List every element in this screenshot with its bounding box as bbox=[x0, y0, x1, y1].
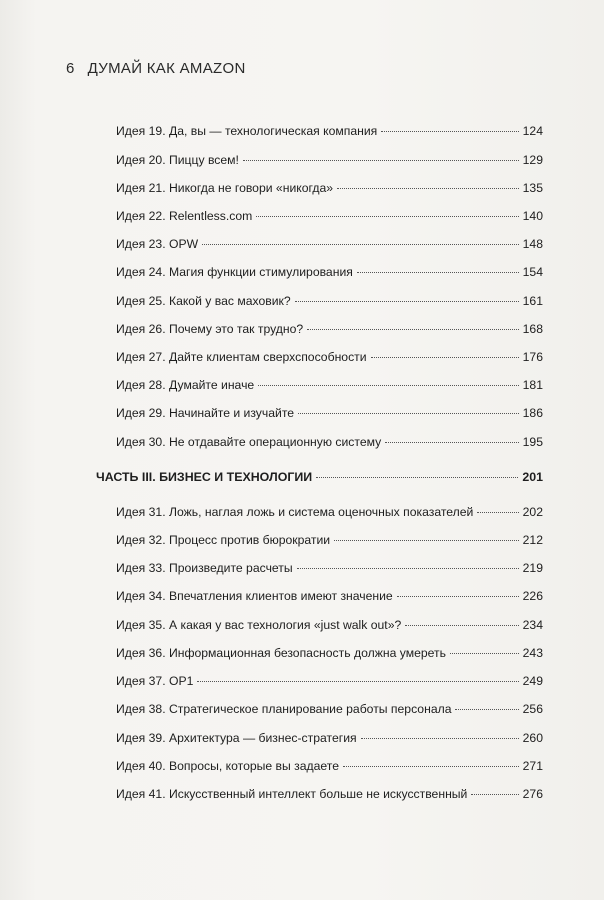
toc-entry-page: 243 bbox=[522, 646, 543, 660]
dot-leader bbox=[361, 738, 519, 739]
toc-entry bbox=[116, 787, 543, 801]
toc-entry bbox=[116, 533, 543, 547]
page-number: 6 bbox=[66, 60, 75, 77]
dot-leader bbox=[455, 709, 518, 710]
toc-entry-page: 202 bbox=[522, 505, 543, 519]
toc-entry-label: Идея 41. Искусственный интеллект больше не искусственный bbox=[116, 787, 468, 801]
toc-entry-page: 181 bbox=[522, 378, 543, 392]
toc-entry bbox=[116, 265, 543, 279]
toc-part-label: ЧАСТЬ III. БИЗНЕС И ТЕХНОЛОГИИ bbox=[96, 470, 313, 484]
dot-leader bbox=[243, 160, 519, 161]
toc-entry bbox=[116, 406, 543, 420]
toc-entry-page: 161 bbox=[522, 294, 543, 308]
toc-entry-label: Идея 37. OP1 bbox=[116, 674, 194, 688]
toc-entry bbox=[116, 674, 543, 688]
toc-entry-page: 226 bbox=[522, 589, 543, 603]
toc-entry-page: 271 bbox=[522, 759, 543, 773]
dot-leader bbox=[337, 188, 519, 189]
toc-entry-page: 129 bbox=[522, 153, 543, 167]
dot-leader bbox=[295, 301, 519, 302]
toc-entry-page: 148 bbox=[522, 237, 543, 251]
dot-leader bbox=[258, 385, 518, 386]
toc-entry bbox=[116, 181, 543, 195]
toc-entry bbox=[116, 561, 543, 575]
dot-leader bbox=[316, 477, 518, 478]
toc-entry bbox=[116, 322, 543, 336]
toc-entry bbox=[116, 646, 543, 660]
dot-leader bbox=[197, 681, 518, 682]
toc-entry-label: Идея 39. Архитектура — бизнес-стратегия bbox=[116, 731, 357, 745]
toc-entry-label: Идея 34. Впечатления клиентов имеют значение bbox=[116, 589, 393, 603]
toc-entry-label: Идея 26. Почему это так трудно? bbox=[116, 322, 304, 336]
toc-entry-label: Идея 21. Никогда не говори «никогда» bbox=[116, 181, 334, 195]
toc-entry bbox=[116, 209, 543, 223]
toc-entry bbox=[116, 237, 543, 251]
toc-entry-label: Идея 31. Ложь, наглая ложь и система оценочных показателей bbox=[116, 505, 474, 519]
running-head bbox=[66, 60, 246, 77]
toc-entry bbox=[116, 589, 543, 603]
toc-entry bbox=[116, 350, 543, 364]
dot-leader bbox=[307, 329, 518, 330]
toc-entry-page: 154 bbox=[522, 265, 543, 279]
toc-entry-label: Идея 36. Информационная безопасность должна умереть bbox=[116, 646, 446, 660]
dot-leader bbox=[343, 766, 519, 767]
toc-entry-label: Идея 30. Не отдавайте операционную систему bbox=[116, 435, 382, 449]
toc-entry-label: Идея 24. Магия функции стимулирования bbox=[116, 265, 353, 279]
toc-entry-label: Идея 20. Пиццу всем! bbox=[116, 153, 239, 167]
toc-entry-label: Идея 25. Какой у вас маховик? bbox=[116, 294, 291, 308]
dot-leader bbox=[450, 653, 519, 654]
toc-entry-page: 260 bbox=[522, 731, 543, 745]
toc-entry-label: Идея 27. Дайте клиентам сверхспособности bbox=[116, 350, 367, 364]
dot-leader bbox=[256, 216, 518, 217]
toc-entry-label: Идея 33. Произведите расчеты bbox=[116, 561, 293, 575]
toc-entry-label: Идея 22. Relentless.com bbox=[116, 209, 253, 223]
toc-entry-label: Идея 40. Вопросы, которые вы задаете bbox=[116, 759, 340, 773]
toc-entry bbox=[116, 505, 543, 519]
toc-entry-label: Идея 32. Процесс против бюрократии bbox=[116, 533, 331, 547]
toc-entry bbox=[116, 759, 543, 773]
toc-entry-page: 212 bbox=[522, 533, 543, 547]
book-title: ДУМАЙ КАК AMAZON bbox=[87, 60, 246, 77]
toc-entry-page: 219 bbox=[522, 561, 543, 575]
toc-entry bbox=[116, 378, 543, 392]
dot-leader bbox=[297, 568, 519, 569]
dot-leader bbox=[477, 512, 518, 513]
toc-entry bbox=[116, 435, 543, 449]
toc-entry-page: 186 bbox=[522, 406, 543, 420]
toc-entry-label: Идея 35. А какая у вас технология «just walk out»? bbox=[116, 618, 402, 632]
toc-entry-page: 168 bbox=[522, 322, 543, 336]
toc-entry-page: 256 bbox=[522, 702, 543, 716]
dot-leader bbox=[202, 244, 519, 245]
dot-leader bbox=[385, 442, 518, 443]
toc-entry bbox=[116, 731, 543, 745]
dot-leader bbox=[471, 794, 518, 795]
dot-leader bbox=[405, 625, 518, 626]
toc-entry bbox=[116, 294, 543, 308]
dot-leader bbox=[298, 413, 519, 414]
toc-entry-page: 176 bbox=[522, 350, 543, 364]
toc-entry-page: 276 bbox=[522, 787, 543, 801]
dot-leader bbox=[357, 272, 519, 273]
toc-entry-label: Идея 29. Начинайте и изучайте bbox=[116, 406, 295, 420]
toc-part-page: 201 bbox=[522, 470, 543, 484]
toc-entry-page: 124 bbox=[522, 124, 543, 138]
dot-leader bbox=[334, 540, 519, 541]
toc-entry-page: 195 bbox=[522, 435, 543, 449]
toc-entry-label: Идея 28. Думайте иначе bbox=[116, 378, 255, 392]
toc-entry-page: 249 bbox=[522, 674, 543, 688]
dot-leader bbox=[397, 596, 519, 597]
toc-entry-label: Идея 38. Стратегическое планирование работы персонала bbox=[116, 702, 452, 716]
toc-entry bbox=[116, 124, 543, 138]
toc-entry bbox=[116, 702, 543, 716]
dot-leader bbox=[381, 131, 518, 132]
toc-part-heading bbox=[96, 470, 543, 484]
toc-entry bbox=[116, 618, 543, 632]
toc-entry-page: 140 bbox=[522, 209, 543, 223]
dot-leader bbox=[371, 357, 519, 358]
toc-entry-label: Идея 19. Да, вы — технологическая компания bbox=[116, 124, 378, 138]
toc-entry-page: 135 bbox=[522, 181, 543, 195]
toc-entry-page: 234 bbox=[522, 618, 543, 632]
toc-entry bbox=[116, 153, 543, 167]
toc-entry-label: Идея 23. OPW bbox=[116, 237, 199, 251]
